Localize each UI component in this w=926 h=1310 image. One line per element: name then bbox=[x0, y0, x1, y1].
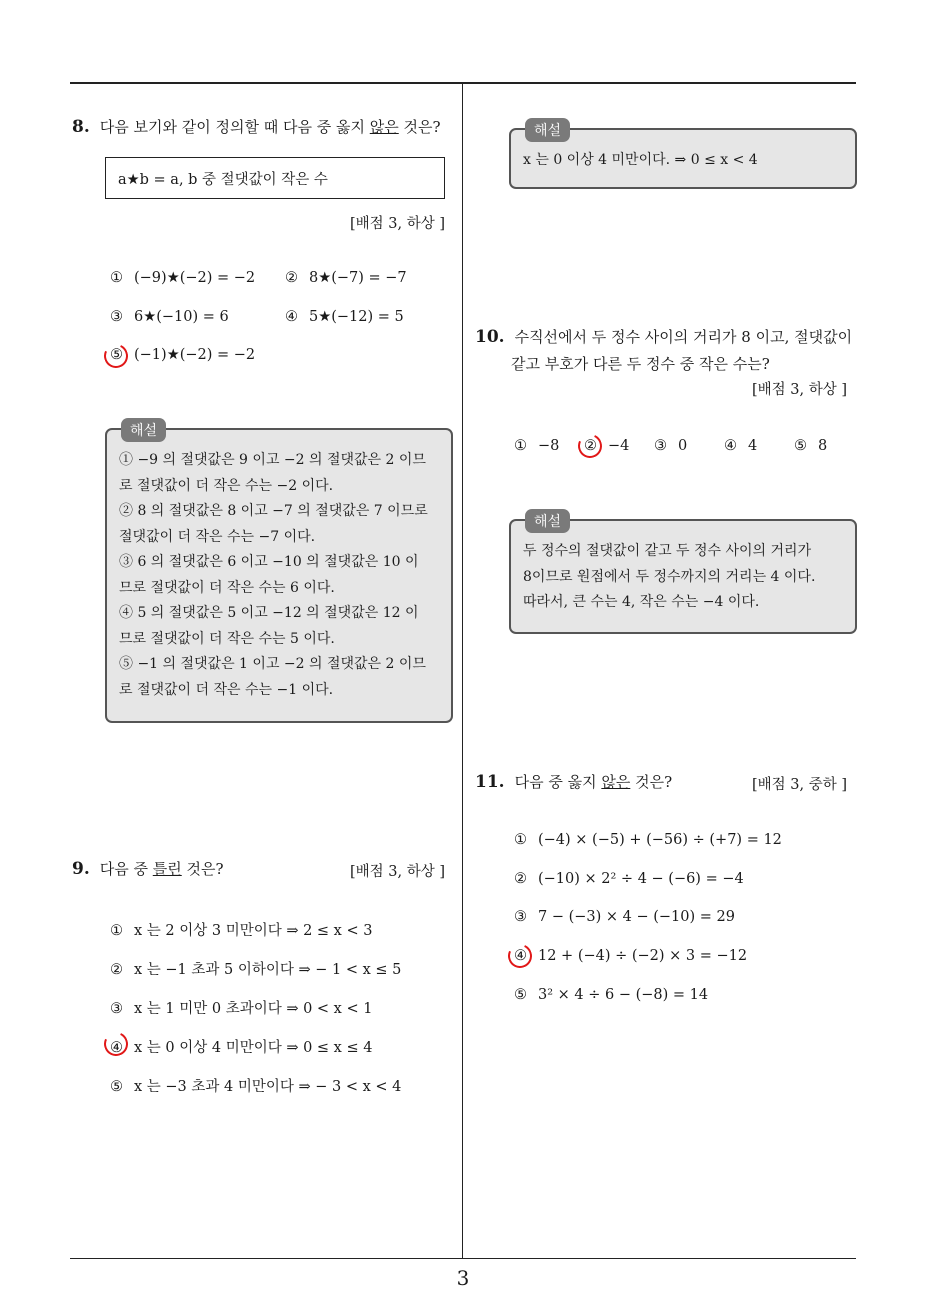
q11-header bbox=[475, 771, 672, 792]
q8-number: 8. bbox=[72, 117, 90, 137]
q8-text-after: 것은? bbox=[398, 118, 441, 136]
q9-option-5-text: x 는 −3 초과 4 미만이다 ⇒ − 3 < x < 4 bbox=[134, 1079, 402, 1095]
q8-option-1-text: (−9)★(−2) = −2 bbox=[134, 270, 256, 286]
q8-score: [배점 3, 하상 ] bbox=[350, 216, 446, 232]
q8-option-4[interactable] bbox=[285, 309, 404, 325]
q9-option-1-num: ① bbox=[110, 923, 123, 939]
q8-solution-tag: 해설 bbox=[121, 418, 166, 442]
q10-header bbox=[475, 326, 852, 347]
q9-option-3[interactable] bbox=[110, 997, 372, 1018]
q9-option-4[interactable] bbox=[110, 1036, 372, 1057]
q8-solution-box bbox=[105, 423, 453, 723]
q10-option-3[interactable] bbox=[654, 438, 687, 454]
q11-option-1[interactable] bbox=[514, 832, 782, 848]
q10-option-4-num: ④ bbox=[724, 438, 737, 454]
q9-text-after: 것은? bbox=[181, 860, 224, 878]
q8-definition: a★b = a, b 중 절댓값이 작은 수 bbox=[118, 172, 328, 188]
q8-option-2-num: ② bbox=[285, 270, 298, 286]
q8-solution-line: 므로 절댓값이 더 작은 수는 6 이다. bbox=[119, 579, 335, 596]
q11-option-3[interactable] bbox=[514, 909, 735, 925]
q8-option-4-num: ④ bbox=[285, 309, 298, 325]
q11-option-4-num: ④ bbox=[514, 948, 527, 964]
q8-option-2[interactable] bbox=[285, 270, 407, 286]
q9-solution-tag: 해설 bbox=[525, 118, 570, 142]
q9-header bbox=[72, 858, 224, 879]
q10-option-1-text: −8 bbox=[538, 438, 560, 454]
q10-option-3-text: 0 bbox=[678, 438, 688, 454]
column-divider bbox=[462, 83, 463, 1258]
q9-option-4-num: ④ bbox=[110, 1040, 123, 1056]
q11-option-2-num: ② bbox=[514, 871, 527, 887]
q11-text-underlined: 않은 bbox=[601, 773, 631, 791]
q10-solution-tag: 해설 bbox=[525, 509, 570, 533]
q9-option-2[interactable] bbox=[110, 958, 401, 979]
q10-solution-line: 8이므로 원점에서 두 정수까지의 거리는 4 이다. bbox=[523, 568, 816, 585]
q9-option-1-text: x 는 2 이상 3 미만이다 ⇒ 2 ≤ x < 3 bbox=[134, 923, 373, 939]
q11-option-4[interactable] bbox=[514, 948, 747, 964]
q11-option-5-num: ⑤ bbox=[514, 987, 527, 1003]
q9-option-3-text: x 는 1 미만 0 초과이다 ⇒ 0 < x < 1 bbox=[134, 1001, 373, 1017]
q8-solution-line: 므로 절댓값이 더 작은 수는 5 이다. bbox=[119, 630, 335, 647]
q8-option-1-num: ① bbox=[110, 270, 123, 286]
q9-text-before: 다음 중 bbox=[99, 860, 153, 878]
q9-number: 9. bbox=[72, 859, 90, 879]
q11-option-5-text: 3² × 4 ÷ 6 − (−8) = 14 bbox=[538, 987, 709, 1003]
q8-solution-line: 로 절댓값이 더 작은 수는 −1 이다. bbox=[119, 681, 334, 698]
q11-option-5[interactable] bbox=[514, 987, 708, 1003]
q8-option-4-text: 5★(−12) = 5 bbox=[309, 309, 404, 325]
q10-answer-circle-mark bbox=[575, 431, 606, 462]
q11-option-2[interactable] bbox=[514, 871, 744, 887]
q8-text-before: 다음 보기와 같이 정의할 때 다음 중 옳지 bbox=[99, 118, 370, 136]
q10-option-5[interactable] bbox=[794, 438, 827, 454]
q8-option-5-num: ⑤ bbox=[110, 347, 123, 363]
q8-solution-line: 절댓값이 더 작은 수는 −7 이다. bbox=[119, 528, 316, 545]
q9-option-3-num: ③ bbox=[110, 1001, 123, 1017]
q8-option-3-num: ③ bbox=[110, 309, 123, 325]
q10-line2: 같고 부호가 다른 두 정수 중 작은 수는? bbox=[511, 355, 770, 373]
q8-header bbox=[72, 116, 441, 137]
q10-solution-line: 두 정수의 절댓값이 같고 두 정수 사이의 거리가 bbox=[523, 543, 812, 559]
q8-option-1[interactable] bbox=[110, 270, 255, 286]
q10-option-1[interactable] bbox=[514, 438, 559, 454]
q10-option-2-text: −4 bbox=[608, 438, 630, 454]
q9-solution-text: x 는 0 이상 4 미만이다. ⇒ 0 ≤ x < 4 bbox=[523, 152, 758, 168]
q8-answer-circle-mark bbox=[101, 341, 132, 372]
q8-solution-line: ③ 6 의 절댓값은 6 이고 −10 의 절댓값은 10 이 bbox=[119, 554, 419, 570]
q9-option-5[interactable] bbox=[110, 1075, 401, 1096]
q11-option-2-text: (−10) × 2² ÷ 4 − (−6) = −4 bbox=[538, 871, 744, 887]
q9-solution-box bbox=[509, 123, 857, 189]
q11-text-after: 것은? bbox=[630, 773, 673, 791]
q11-option-1-num: ① bbox=[514, 832, 527, 848]
q8-solution-line: ② 8 의 절댓값은 8 이고 −7 의 절댓값은 7 이므로 bbox=[119, 503, 428, 519]
q10-solution-box bbox=[509, 514, 857, 634]
q10-line1: 수직선에서 두 정수 사이의 거리가 8 이고, 절댓값이 bbox=[514, 328, 853, 346]
q9-score: [배점 3, 하상 ] bbox=[350, 864, 446, 880]
q10-option-4-text: 4 bbox=[748, 438, 758, 454]
q10-score: [배점 3, 하상 ] bbox=[752, 382, 848, 398]
q11-option-3-num: ③ bbox=[514, 909, 527, 925]
q10-option-4[interactable] bbox=[724, 438, 757, 454]
q8-solution-line: ⑤ −1 의 절댓값은 1 이고 −2 의 절댓값은 2 이므 bbox=[119, 656, 426, 672]
q8-option-5-text: (−1)★(−2) = −2 bbox=[134, 347, 256, 363]
q10-option-5-text: 8 bbox=[818, 438, 828, 454]
q9-option-4-text: x 는 0 이상 4 미만이다 ⇒ 0 ≤ x ≤ 4 bbox=[134, 1040, 373, 1056]
q10-solution-line: 따라서, 큰 수는 4, 작은 수는 −4 이다. bbox=[523, 594, 760, 610]
q9-option-2-num: ② bbox=[110, 962, 123, 978]
q9-option-5-num: ⑤ bbox=[110, 1079, 123, 1095]
q8-option-5[interactable] bbox=[110, 347, 255, 363]
q11-option-4-text: 12 + (−4) ÷ (−2) × 3 = −12 bbox=[538, 948, 748, 964]
q11-answer-circle-mark bbox=[505, 941, 536, 972]
q9-option-2-text: x 는 −1 초과 5 이하이다 ⇒ − 1 < x ≤ 5 bbox=[134, 962, 402, 978]
q8-definition-box bbox=[105, 157, 445, 199]
top-rule bbox=[70, 82, 856, 84]
q11-option-1-text: (−4) × (−5) + (−56) ÷ (+7) = 12 bbox=[538, 832, 782, 848]
q10-option-2-num: ② bbox=[584, 438, 597, 454]
q10-option-3-num: ③ bbox=[654, 438, 667, 454]
q8-solution-line: ④ 5 의 절댓값은 5 이고 −12 의 절댓값은 12 이 bbox=[119, 605, 419, 621]
q9-text-underlined: 틀린 bbox=[152, 860, 182, 878]
q8-option-3-text: 6★(−10) = 6 bbox=[134, 309, 229, 325]
q11-text-before: 다음 중 옳지 bbox=[514, 773, 602, 791]
bottom-rule bbox=[70, 1258, 856, 1259]
q9-option-1[interactable] bbox=[110, 919, 372, 940]
q10-option-5-num: ⑤ bbox=[794, 438, 807, 454]
q11-score: [배점 3, 중하 ] bbox=[752, 777, 848, 793]
q11-number: 11. bbox=[475, 772, 505, 792]
q10-number: 10. bbox=[475, 327, 505, 347]
q8-option-3[interactable] bbox=[110, 309, 229, 325]
q8-solution-line: ① −9 의 절댓값은 9 이고 −2 의 절댓값은 2 이므 bbox=[119, 452, 426, 468]
q8-option-2-text: 8★(−7) = −7 bbox=[309, 270, 407, 286]
page-number: 3 bbox=[456, 1266, 470, 1290]
q8-solution-line: 로 절댓값이 더 작은 수는 −2 이다. bbox=[119, 477, 334, 494]
q8-text-underlined: 않은 bbox=[369, 118, 399, 136]
q10-option-1-num: ① bbox=[514, 438, 527, 454]
q11-option-3-text: 7 − (−3) × 4 − (−10) = 29 bbox=[538, 909, 735, 925]
